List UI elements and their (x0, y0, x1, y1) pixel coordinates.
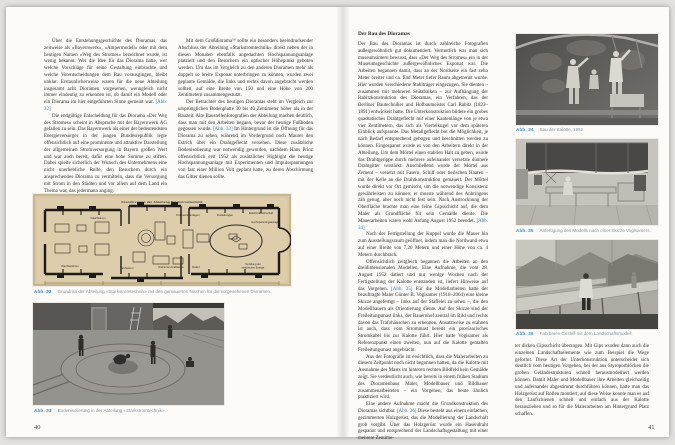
caption-abb33 (34, 408, 324, 414)
plan-label-relief: Relief (192, 265, 200, 269)
paragraph: Nach der Fertigstellung der Kuppel wurde die Mauer hin zum Ausstellungsraum geöffnet, indem man die Nordwand etwa auf einer Breite von 7,20 Metern und einer Höhe von ca. 4 Metern durchbrach. (358, 232, 488, 258)
paragraph: Aus der Fotografie ist ersichtlich, dass die Malerarbeiten zu diesem Zeitpunkt noch nicht begonnen hatten, da die Kalotte mit Ausnahme des Masts im hinteren rechten Bildfeld kein Gemälde zeigt. Sie verdeutlicht auch, wie bereits in einem frühen Stadium des Dioramenbaus Maler, Modellbauer und Bildhauer zusammenarbeiteten – ein Vorgehen, das heute ähnlich praktiziert wird. (358, 354, 488, 401)
page-gutter (336, 7, 350, 437)
figure-reference: [Abb. 35] (391, 286, 413, 292)
caption-label-abb33: Abb. 33 (34, 408, 52, 413)
plan-label-drehstrom-kraftwerke: Drehstrom-Kraftwerke (158, 266, 184, 269)
photo-model-workshop (516, 139, 658, 225)
caption-abb32 (34, 289, 324, 295)
figure-photo-abb36 (516, 240, 658, 329)
page-number-left: 40 (34, 424, 41, 431)
plan-label-verteilung-1: Verteilung der (245, 263, 261, 266)
paragraph: Der Betrachter des heutigen Dioramas steht im Vergleich zur ursprünglichen Bodenplatte 30 bis 40 Zentimeter höher als in der Bauzeit. Alte Baustellenfotografien der Abteilung machen deutlich, dass man mit den Arbeiten begann, bevor der heutige Fußboden gegossen wurde. [Abb. 33] Im Hintergrund ist die Öffnung für das Diorama zu sehen, während im Vordergrund noch Maurer den Estrich über ein Drahtgeflecht versehen. Diese zusätzliche Bodenisolierung war notwendig geworden, nachdem Hans Prinz offensichtlich erst 1952 als zusätzliches Highlight die heutige Hochspannungsanlage mit Experimenten und Impulsspannungen von fast einer Million Volt geplant hatte, zu deren Abschirmung das Gitter dienen sollte. (178, 100, 313, 180)
figure-reference: [Abb. 34] (358, 218, 488, 231)
caption-text-abb35: Anfertigung des Modells nach einer Skizze Voglsamers. (539, 228, 651, 233)
plan-title: Grundrissplan der Abteilung Starkstromtechnik (121, 200, 203, 204)
figure-reference: [Abb. 32] (44, 100, 167, 112)
caption-abb35 (516, 228, 668, 234)
book-spread (6, 7, 669, 442)
figure-photo-abb34 (516, 34, 658, 125)
left-page-column-2 (178, 39, 313, 182)
plan-label-freileitungen: Freileitungen (216, 213, 234, 217)
page-number-right: 41 (648, 424, 655, 431)
photo-dome-construction (516, 34, 658, 125)
paragraph: Über die Entstehungsgeschichte des Dioramas, das zeitweise als «Bayernwerk», «Ampermodell» oder mit dem heutigen Namen «Weg des Stromes» bezeichnet wurde, ist wenig bekannt. Wer die Idee für das Diorama hatte, wer welche Vorschläge für seine Gestaltung einbrachte und welche Vorentscheidungen dem Bau vorausgingen, bleibt unklar. Erstaunlicherweise waren für die neue Abteilung insgesamt acht Dioramen vorgesehen, wenngleich nicht immer eindeutig zu erkennen ist, ob damit ein Modell oder ein Diorama im hier eingeführten Sinne gemeint war. [Abb. 32] (44, 39, 167, 112)
paragraph: Offensichtlich zeitgleich begannen die Arbeiten an den dreidimensionalen Modellen. Eine Aufnahme, die vom 28. August 1952 datiert und nur wenige Wochen nach der Fertigstellung der Kalotte entstanden ist, liefert Hinweise auf das Vorgehen. [Abb. 35] Für die Modellarbeiten hatte der beauftragte Maler Günter B. Voglsamer (1918–2004) eine kleine Skizze angefertigt – links auf der Staffelei zu sehen –, die den Modellbauern als Orientierung diente. Auf der Skizze sind der Freileitungsmast links, der Bauernhof zentral im Bild und rechts davon das Trafohäuschen zu erkennen. Ansatzweise zu erahnen ist auch, dass vom Strommast bereits ein provisorisches Stromkabel bis zur Kalotte führt. Hier hatte Voglsamer als Referenzpunkt einen zweiten, nun auf die Kalotte gemalten Freileitungsmast angebracht. (358, 259, 488, 353)
figure-reference: [Abb. 33] (213, 127, 233, 133)
figure-photo-abb35 (516, 139, 658, 225)
caption-label-abb36: Abb. 36 (516, 331, 534, 336)
plan-label-gleichstrom: Gleichstrom (90, 216, 106, 220)
caption-label-abb35: Abb. 35 (516, 228, 534, 233)
photo-floor-isolation (33, 303, 224, 405)
right-page-column-1 (358, 42, 488, 443)
plan-label-drehstrom: Drehstrom (120, 266, 134, 270)
left-page-column-1 (44, 39, 167, 195)
plan-label-kraftwerksanlagen: Kraftwerksanlagen (176, 213, 200, 217)
caption-text-abb34: Bau der Kalotte, 1952. (539, 127, 585, 132)
paragraph: Mit dem Großdiorama⁵⁶ sollte ein besonders beeindruckender Abschluss der Abteilung «Starkstromtechnik» direkt neben der in diesen Monaten ebenfalls angedachten Hochspannungsanlage platziert und den Besuchern ein optischer Höhepunkt geboten werden. Um das im Vergleich zu den anderen Dioramen mehr als doppelt so breite Exponat unterbringen zu können, wurden zwei geplante Gemälde, die links und rechts davon angebracht werden sollten, auf eine Breite von 150 und eine Höhe von 200 Zentimetern zusammengestutzt. (178, 39, 313, 99)
section-heading: Der Bau des Dioramas (358, 31, 410, 37)
caption-abb36 (516, 331, 668, 337)
plan-label-hochspannungsanlage: Hochspannungsanlage (251, 221, 279, 224)
paragraph: ter dicken Gipsschicht überzogen. Mit Gips wurden dann auch die einzelnen Landschaftselemente wie zum Beispiel die Wege geformt. Diese Art der Unterkonstruktion unterscheidet sich deutlich vom heutigen Vorgehen, bei der aus Styroporblöcken die groben Geländestrukturen schnell herausmodelliert werden können. Damit Maler und Modellbauer ihre Arbeiten gleichzeitig und aufeinander abgestimmt durchführen können, hatte man das Holzgerüst auf Rollen montiert; auf diese Weise konnte man es auf den Laufschienen schnell und einfach aus der Kalotte herausziehen und so für die Malerarbeiten am Hintergrund Platz schaffen. (515, 344, 649, 417)
caption-text-abb32: Grundriss der Abteilung «Starkstromtechnik» mit den gemauerten Nischen für die vorgesehenen Dioramen. (57, 289, 272, 294)
page-right (337, 7, 669, 442)
photo-rolling-scaffold (516, 240, 658, 329)
caption-abb34 (516, 127, 666, 133)
paragraph: Der Bau des Dioramas ist durch zahlreiche Fotografien außergewöhnlich gut dokumentiert. Vermutlich war man sich museumsintern bewusst, dass «Der Weg des Stromes» ein in der Museumsgeschichte außergewöhnliches Exponat war. Die Arbeiten begannen damit, dass an der Nordseite ein fast zehn Meter breiter und ca. fünf Meter tiefer Raum abgetrennt wurde. Hier wurden verschiedene Stahlträger eingezogen. Sie dienten – zusammen mit mehreren Stützbalken – zur Aufhängung der Rabitzkonstruktion des Dioramas, ein Verfahren, das der Berliner Bautechniker und Hofbaumeister Carl Rabitz (1823–1891) entwickelt hatte. Die Unterkonstruktion bildete ein grobes quadratisches Drahtgeflecht mit einer Kantenlänge von je etwa vier Zentimetern, das sich als Viertelkugel vor dem späteren Einblick aufspannte. Das Metallgeflecht bot die Möglichkeit, je nach Bedarf entsprechend gebogen und beschnitten werden zu können. Eingespannt wurde es von den Arbeitern direkt in der Abteilung. Um dem Mörtel einen stabilen Halt zu geben, wurde das Drahtgerippe durch mehrere aufeinander versetzte dünnere Drahtgitter verstärkt. Anschließend wurde der Mörtel aus Zement – versetzt mit Fasern, Schilf oder tierischen Haaren – mit der Kelle an die Drahtkonstruktion gemauert. Der Mörtel wurde direkt vor Ort gemischt, um die notwendige Konsistenz gewährleisten zu können; er musste während des Anbringens zäh genug, aber noch nicht fest sein. Nach Austrocknung der Oberfläche brachte man eine feine Gipsschicht auf, die dem Maler als Grundfläche für sein Gemälde diente. Die Mauerarbeiten waren wohl Anfang August 1952 beendet. [Abb. 34] (358, 42, 488, 231)
plan-label-elektrizitaetswirtschaft: Elektrizitätswirtschaft (248, 212, 274, 215)
caption-label-abb32: Abb. 32 (34, 289, 52, 294)
page-left (6, 7, 337, 437)
figure-reference: [Abb. 36] (396, 409, 417, 415)
plan-label-wechselstrom: Wechselstrom (61, 264, 79, 268)
right-page-column-2 (515, 344, 649, 419)
floor-plan-image (33, 194, 291, 286)
caption-text-abb33: Bodenisolierung in der Abteilung «Starkstromtechnik». (57, 408, 166, 413)
paragraph: Eine andere Aufnahme macht die Grundkonstruktion des Dioramas sichtbar. [Abb. 36] Diese besteht aus einem einfachen, gezimmerten Holzgerüst, das die Modellierung der Landschaft grob vorgibt. Über das Holzgerüst wurde ein Hasendraht gespannt und entsprechend der Landschaftsgestaltung mit einer mehrere Zentime- (358, 402, 488, 442)
figure-floor-plan-abb32 (33, 194, 291, 286)
paragraph: Die endgültige Entscheidung für das Diorama «Der Weg des Stromes» scheint in Absprache mit der Bayernwerk AG gefallen zu sein. Das Bayernwerk als einer der bedeutendsten Energieversorger in der jungen Bundesrepublik legte offensichtlich auf eine prominente und attraktive Darstellung der allgemeinen Stromversorgung in Bayern großen Wert und war auch bereit, dafür eine hohe Summe zu stiften. Dabei spielte sicherlich der Wunsch des Unternehmens eine nicht unerhebliche Rolle, den Besuchern durch ein ansprechendes Diorama zu vermitteln, dass die Versorgung mit Strom in den Städten und vor allem auf dem Land ein Thema war, das jedermann anging. (44, 113, 167, 194)
figure-photo-abb33 (33, 303, 224, 405)
caption-label-abb34: Abb. 34 (516, 127, 534, 132)
caption-text-abb36: Fahrbares Gestell mit dem Landschaftsmodell. (539, 331, 633, 336)
plan-label-verteilung-2: elektrischen Energie (241, 266, 265, 270)
